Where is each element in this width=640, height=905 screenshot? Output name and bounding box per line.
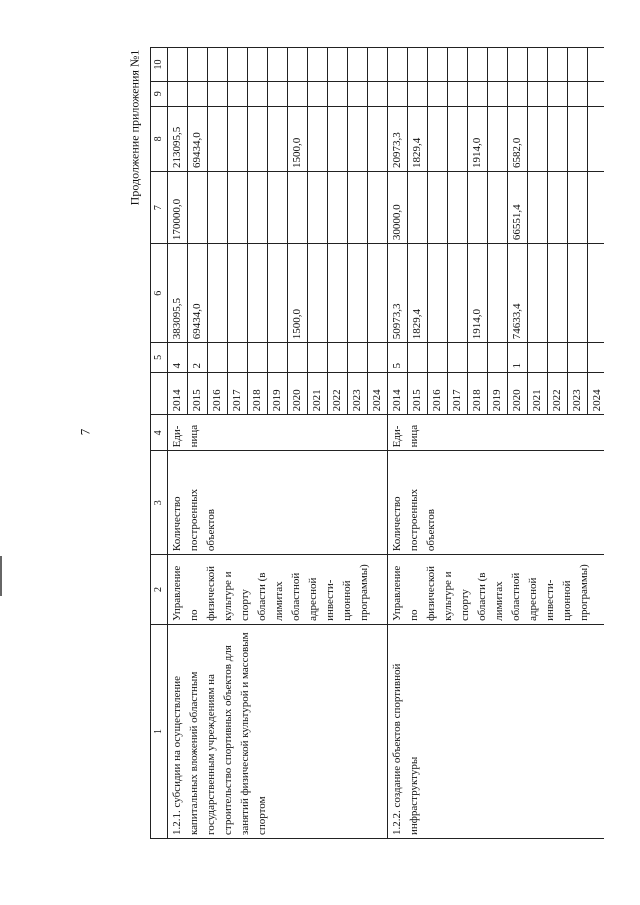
col10-cell bbox=[568, 48, 588, 82]
count-cell bbox=[468, 343, 488, 372]
regional-cell bbox=[228, 106, 248, 171]
regional-cell: 20973,3 bbox=[388, 106, 408, 171]
count-cell: 2 bbox=[188, 343, 208, 372]
count-cell bbox=[588, 343, 605, 372]
regional-cell bbox=[528, 106, 548, 171]
col9-cell bbox=[188, 81, 208, 106]
total-cell bbox=[248, 244, 268, 343]
header-cell: 4 bbox=[151, 415, 168, 451]
table-container bbox=[150, 47, 604, 839]
regional-cell bbox=[348, 106, 368, 171]
total-cell: 383095,5 bbox=[168, 244, 188, 343]
col10-cell bbox=[508, 48, 528, 82]
regional-cell bbox=[208, 106, 228, 171]
col9-cell bbox=[448, 81, 468, 106]
year-cell: 2018 bbox=[468, 372, 488, 415]
regional-cell: 69434,0 bbox=[188, 106, 208, 171]
col10-cell bbox=[368, 48, 388, 82]
total-cell bbox=[208, 244, 228, 343]
col10-cell bbox=[308, 48, 328, 82]
section-col2-cell: Управление по физической культуре и спорту области (в лимитах областной адресной инвести- ционной программы) bbox=[168, 555, 388, 625]
col9-cell bbox=[168, 81, 188, 106]
year-cell: 2024 bbox=[368, 372, 388, 415]
federal-cell bbox=[248, 172, 268, 244]
col10-cell bbox=[248, 48, 268, 82]
regional-cell bbox=[568, 106, 588, 171]
col10-cell bbox=[528, 48, 548, 82]
appendix-note: Продолжение приложения №1 bbox=[127, 49, 142, 206]
col9-cell bbox=[268, 81, 288, 106]
year-cell: 2019 bbox=[268, 372, 288, 415]
col9-cell bbox=[508, 81, 528, 106]
total-cell: 69434,0 bbox=[188, 244, 208, 343]
regional-cell bbox=[248, 106, 268, 171]
col9-cell bbox=[468, 81, 488, 106]
col10-cell bbox=[208, 48, 228, 82]
federal-cell bbox=[208, 172, 228, 244]
year-cell: 2014 bbox=[168, 372, 188, 415]
section-col2-cell: Управление по физической культуре и спорту области (в лимитах областной адресной инвести- ционной программы) bbox=[388, 555, 605, 625]
total-cell bbox=[308, 244, 328, 343]
header-cell: 1 bbox=[151, 624, 168, 838]
col9-cell bbox=[348, 81, 368, 106]
total-cell bbox=[548, 244, 568, 343]
col9-cell bbox=[288, 81, 308, 106]
count-cell bbox=[408, 343, 428, 372]
rotated-table-frame bbox=[150, 47, 604, 839]
total-cell: 74633,4 bbox=[508, 244, 528, 343]
col10-cell bbox=[228, 48, 248, 82]
col9-cell bbox=[408, 81, 428, 106]
section-col1-cell: 1.2.1. субсидии на осуществление капитальных вложений областным государственным учреждениям на строительство спортивных объектов для занятий физической культурой и массовым спортом bbox=[168, 624, 388, 838]
regional-cell: 1500,0 bbox=[288, 106, 308, 171]
col10-cell bbox=[468, 48, 488, 82]
header-cell: 5 bbox=[151, 343, 168, 372]
count-cell bbox=[308, 343, 328, 372]
year-cell: 2016 bbox=[208, 372, 228, 415]
regional-cell bbox=[268, 106, 288, 171]
count-cell: 4 bbox=[168, 343, 188, 372]
regional-cell bbox=[328, 106, 348, 171]
col9-cell bbox=[308, 81, 328, 106]
col10-cell bbox=[488, 48, 508, 82]
regional-cell: 1914,0 bbox=[468, 106, 488, 171]
col9-cell bbox=[488, 81, 508, 106]
total-cell bbox=[588, 244, 605, 343]
federal-cell bbox=[348, 172, 368, 244]
federal-cell bbox=[548, 172, 568, 244]
regional-cell bbox=[428, 106, 448, 171]
table-row bbox=[168, 48, 188, 839]
col10-cell bbox=[348, 48, 368, 82]
year-cell: 2019 bbox=[488, 372, 508, 415]
federal-cell: 66551,4 bbox=[508, 172, 528, 244]
col10-cell bbox=[328, 48, 348, 82]
count-cell bbox=[228, 343, 248, 372]
year-cell: 2021 bbox=[308, 372, 328, 415]
col10-cell bbox=[548, 48, 568, 82]
col9-cell bbox=[568, 81, 588, 106]
total-cell bbox=[528, 244, 548, 343]
subsidy-table bbox=[150, 47, 604, 839]
count-cell bbox=[568, 343, 588, 372]
col10-cell bbox=[168, 48, 188, 82]
regional-cell bbox=[488, 106, 508, 171]
regional-cell bbox=[368, 106, 388, 171]
federal-cell bbox=[268, 172, 288, 244]
col10-cell bbox=[268, 48, 288, 82]
count-cell bbox=[328, 343, 348, 372]
col9-cell bbox=[388, 81, 408, 106]
col10-cell bbox=[288, 48, 308, 82]
count-cell bbox=[348, 343, 368, 372]
header-cell: 8 bbox=[151, 106, 168, 171]
federal-cell bbox=[328, 172, 348, 244]
header-cell: 3 bbox=[151, 451, 168, 555]
count-cell bbox=[248, 343, 268, 372]
federal-cell: 30000,0 bbox=[388, 172, 408, 244]
col9-cell bbox=[248, 81, 268, 106]
year-cell: 2024 bbox=[588, 372, 605, 415]
header-cell bbox=[151, 372, 168, 415]
year-cell: 2020 bbox=[288, 372, 308, 415]
total-cell: 50973,3 bbox=[388, 244, 408, 343]
regional-cell bbox=[308, 106, 328, 171]
federal-cell bbox=[368, 172, 388, 244]
header-cell: 9 bbox=[151, 81, 168, 106]
count-cell bbox=[368, 343, 388, 372]
federal-cell: 170000,0 bbox=[168, 172, 188, 244]
page-number: 7 bbox=[77, 428, 93, 436]
year-cell: 2022 bbox=[328, 372, 348, 415]
year-cell: 2015 bbox=[188, 372, 208, 415]
total-cell: 1914,0 bbox=[468, 244, 488, 343]
count-cell bbox=[288, 343, 308, 372]
table-body bbox=[168, 48, 605, 839]
total-cell: 1829,4 bbox=[408, 244, 428, 343]
federal-cell bbox=[428, 172, 448, 244]
scan-margin-mark bbox=[0, 556, 2, 596]
federal-cell bbox=[468, 172, 488, 244]
federal-cell bbox=[588, 172, 605, 244]
total-cell bbox=[228, 244, 248, 343]
col10-cell bbox=[428, 48, 448, 82]
col10-cell bbox=[388, 48, 408, 82]
total-cell bbox=[448, 244, 468, 343]
count-cell bbox=[428, 343, 448, 372]
count-cell bbox=[528, 343, 548, 372]
header-cell: 7 bbox=[151, 172, 168, 244]
federal-cell bbox=[568, 172, 588, 244]
col9-cell bbox=[328, 81, 348, 106]
year-cell: 2015 bbox=[408, 372, 428, 415]
year-cell: 2023 bbox=[568, 372, 588, 415]
total-cell bbox=[328, 244, 348, 343]
col9-cell bbox=[528, 81, 548, 106]
count-cell bbox=[268, 343, 288, 372]
year-cell: 2016 bbox=[428, 372, 448, 415]
total-cell bbox=[368, 244, 388, 343]
federal-cell bbox=[408, 172, 428, 244]
federal-cell bbox=[288, 172, 308, 244]
col10-cell bbox=[408, 48, 428, 82]
header-cell: 2 bbox=[151, 555, 168, 625]
total-cell bbox=[568, 244, 588, 343]
table-row bbox=[388, 48, 408, 839]
regional-cell bbox=[548, 106, 568, 171]
total-cell bbox=[268, 244, 288, 343]
col9-cell bbox=[428, 81, 448, 106]
col9-cell bbox=[368, 81, 388, 106]
count-cell: 1 bbox=[508, 343, 528, 372]
year-cell: 2017 bbox=[448, 372, 468, 415]
count-cell: 5 bbox=[388, 343, 408, 372]
federal-cell bbox=[488, 172, 508, 244]
total-cell bbox=[428, 244, 448, 343]
header-cell: 10 bbox=[151, 48, 168, 82]
year-cell: 2017 bbox=[228, 372, 248, 415]
federal-cell bbox=[228, 172, 248, 244]
year-cell: 2020 bbox=[508, 372, 528, 415]
count-cell bbox=[488, 343, 508, 372]
col9-cell bbox=[588, 81, 605, 106]
col10-cell bbox=[188, 48, 208, 82]
section-col4-cell: Еди- ница bbox=[388, 415, 605, 451]
total-cell bbox=[348, 244, 368, 343]
year-cell: 2022 bbox=[548, 372, 568, 415]
regional-cell: 1829,4 bbox=[408, 106, 428, 171]
col9-cell bbox=[548, 81, 568, 106]
section-col1-cell: 1.2.2. создание объектов спортивной инфраструктуры bbox=[388, 624, 605, 838]
section-col3-cell: Количество построенных объектов bbox=[388, 451, 605, 555]
col9-cell bbox=[228, 81, 248, 106]
col10-cell bbox=[588, 48, 605, 82]
table-header bbox=[151, 48, 168, 839]
section-col4-cell: Еди- ница bbox=[168, 415, 388, 451]
regional-cell: 213095,5 bbox=[168, 106, 188, 171]
federal-cell bbox=[448, 172, 468, 244]
count-cell bbox=[548, 343, 568, 372]
header-cell: 6 bbox=[151, 244, 168, 343]
year-cell: 2018 bbox=[248, 372, 268, 415]
count-cell bbox=[448, 343, 468, 372]
regional-cell: 6582,0 bbox=[508, 106, 528, 171]
year-cell: 2023 bbox=[348, 372, 368, 415]
total-cell: 1500,0 bbox=[288, 244, 308, 343]
year-cell: 2021 bbox=[528, 372, 548, 415]
federal-cell bbox=[188, 172, 208, 244]
total-cell bbox=[488, 244, 508, 343]
regional-cell bbox=[588, 106, 605, 171]
federal-cell bbox=[528, 172, 548, 244]
col10-cell bbox=[448, 48, 468, 82]
regional-cell bbox=[448, 106, 468, 171]
count-cell bbox=[208, 343, 228, 372]
section-col3-cell: Количество построенных объектов bbox=[168, 451, 388, 555]
federal-cell bbox=[308, 172, 328, 244]
year-cell: 2014 bbox=[388, 372, 408, 415]
col9-cell bbox=[208, 81, 228, 106]
